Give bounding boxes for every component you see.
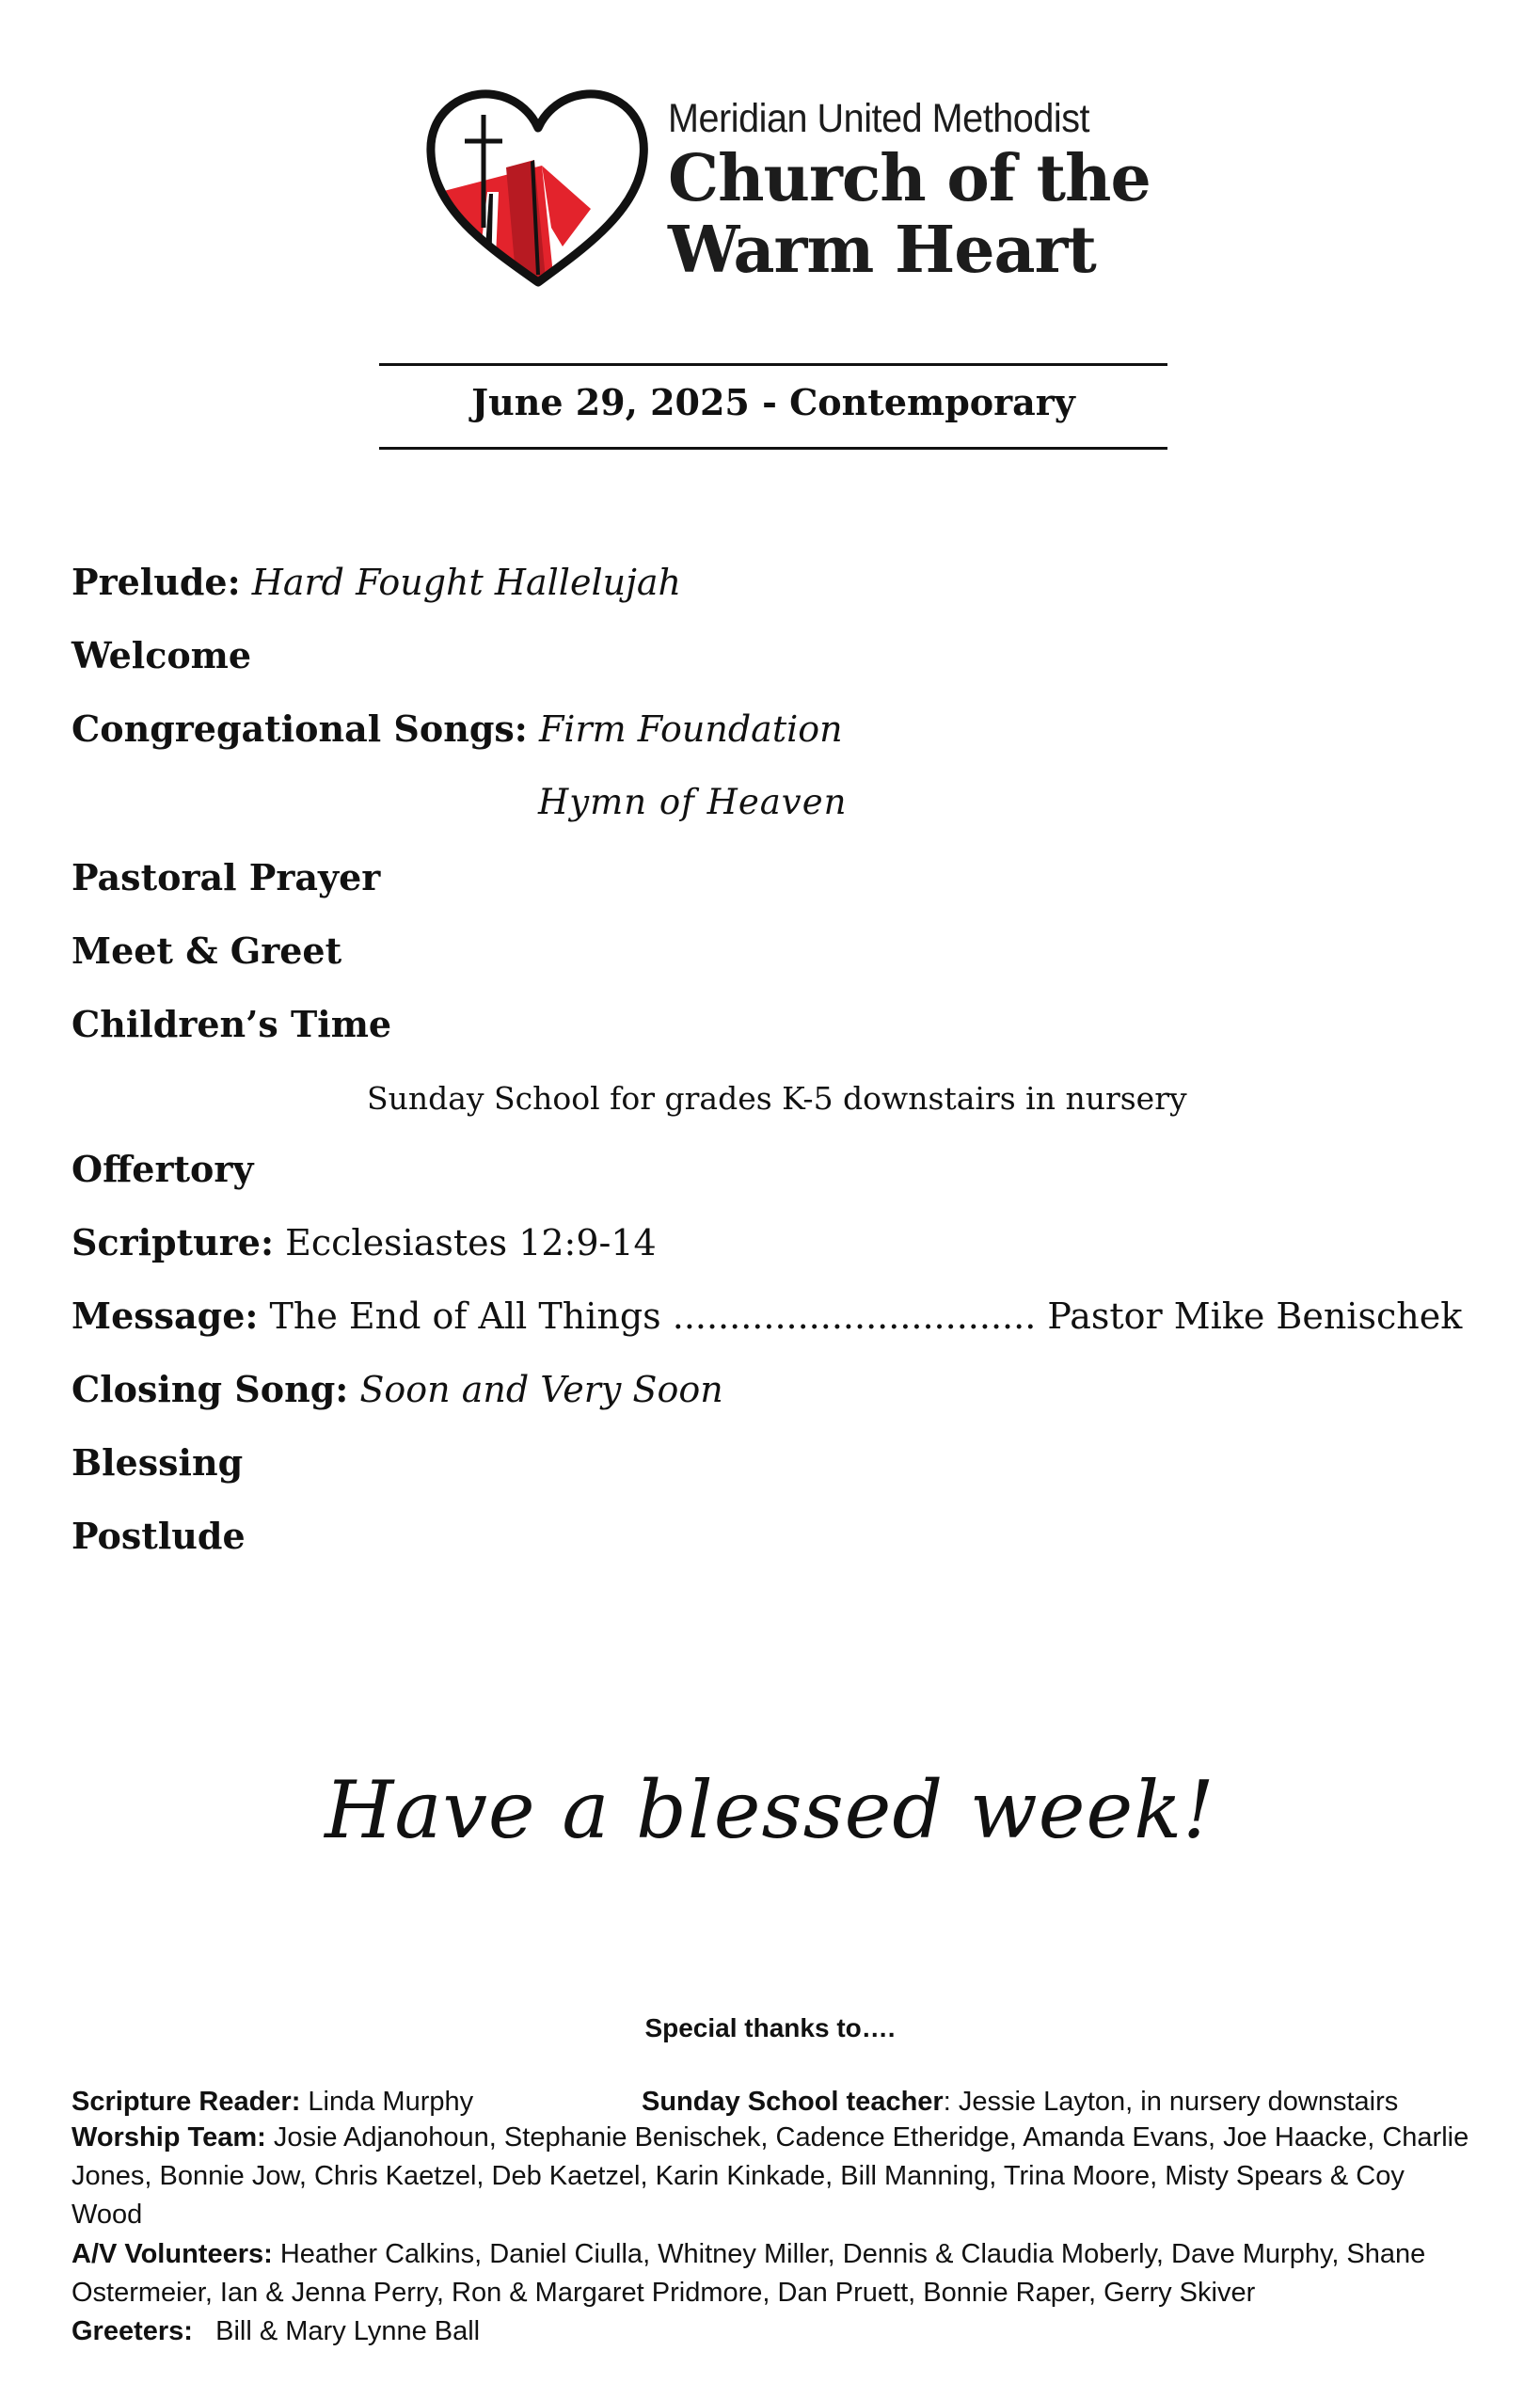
- scripture-line: [71, 1221, 657, 1263]
- greeters-label: Greeters:: [71, 2316, 193, 2346]
- service-date: June 29, 2025 - Contemporary: [471, 381, 1075, 423]
- church-name: [668, 94, 1151, 286]
- scripture-ref: Ecclesiastes 12:9-14: [285, 1222, 657, 1263]
- org-line-2: Church of the: [668, 141, 1151, 216]
- message-label: Message:: [71, 1295, 259, 1337]
- scripture-label: Scripture:: [71, 1221, 275, 1263]
- sunday-school-name: : Jessie Layton, in nursery downstairs: [943, 2087, 1399, 2117]
- sunday-school-label: Sunday School teacher: [642, 2087, 944, 2117]
- av-volunteers-credit: [71, 2235, 1483, 2312]
- postlude-line: [71, 1515, 246, 1557]
- greeters-credit: [71, 2312, 1483, 2351]
- closing-message: Have a blessed week!: [325, 1764, 1215, 1856]
- sunday-school-credit: [642, 2087, 1398, 2118]
- songs-title-1: Firm Foundation: [538, 708, 843, 750]
- av-volunteers-label: A/V Volunteers:: [71, 2239, 273, 2269]
- prelude-title: Hard Fought Hallelujah: [251, 562, 681, 603]
- meet-greet-label: Meet & Greet: [71, 929, 342, 972]
- welcome-line: [71, 634, 251, 676]
- childrens-time-line: [71, 1003, 391, 1045]
- offertory-label: Offertory: [71, 1148, 254, 1190]
- org-line-1: Meridian United Methodist: [668, 96, 1090, 141]
- message-title: The End of All Things ................................ Pastor Mike Benischek: [269, 1295, 1463, 1337]
- sunday-school-note: Sunday School for grades K-5 downstairs in nursery: [367, 1080, 1187, 1117]
- pastoral-prayer-label: Pastoral Prayer: [71, 856, 381, 898]
- thanks-heading: Special thanks to….: [644, 2013, 896, 2042]
- closing-song-line: [71, 1368, 723, 1410]
- greeters-names: Bill & Mary Lynne Ball: [192, 2316, 481, 2346]
- av-volunteers-names: Heather Calkins, Daniel Ciulla, Whitney Miller, Dennis & Claudia Moberly, Dave Murphy, Shane Ostermeier, Ian & Jenna Perry, Ron & Margaret Pridmore, Dan Pruett, Bonnie Raper, Gerry Skiver: [71, 2239, 1426, 2308]
- worship-team-credit: [71, 2119, 1483, 2234]
- scripture-reader-label: Scripture Reader:: [71, 2087, 301, 2117]
- scripture-reader-credit: [71, 2087, 473, 2118]
- meet-greet-line: [71, 929, 341, 972]
- bottom-rule: [379, 447, 1167, 450]
- worship-team-label: Worship Team:: [71, 2122, 266, 2153]
- offertory-line: [71, 1148, 254, 1190]
- songs-label: Congregational Songs:: [71, 707, 528, 750]
- childrens-time-label: Children’s Time: [71, 1003, 392, 1045]
- top-rule: [379, 363, 1167, 366]
- worship-team-names: Josie Adjanohoun, Stephanie Benischek, Cadence Etheridge, Amanda Evans, Joe Haacke, Charlie Jones, Bonnie Jow, Chris Kaetzel, Deb Kaetzel, Karin Kinkade, Bill Manning, Trina Moore, Misty Spears & Coy Wood: [71, 2122, 1469, 2230]
- blessing-label: Blessing: [71, 1441, 244, 1484]
- pastoral-prayer-line: [71, 856, 380, 898]
- message-line: [71, 1295, 1462, 1337]
- closing-song-label: Closing Song:: [71, 1368, 349, 1410]
- org-line-3: Warm Heart: [668, 213, 1096, 288]
- scripture-reader-name: Linda Murphy: [300, 2087, 474, 2117]
- welcome-label: Welcome: [71, 634, 252, 676]
- heart-cross-logo-icon: [421, 87, 655, 295]
- postlude-label: Postlude: [71, 1515, 246, 1557]
- closing-song-title: Soon and Very Soon: [359, 1369, 723, 1410]
- prelude-label: Prelude:: [71, 561, 241, 603]
- songs-title-2: Hymn of Heaven: [538, 782, 848, 822]
- prelude-line: [71, 561, 681, 603]
- blessing-line: [71, 1441, 243, 1484]
- songs-line: [71, 707, 843, 750]
